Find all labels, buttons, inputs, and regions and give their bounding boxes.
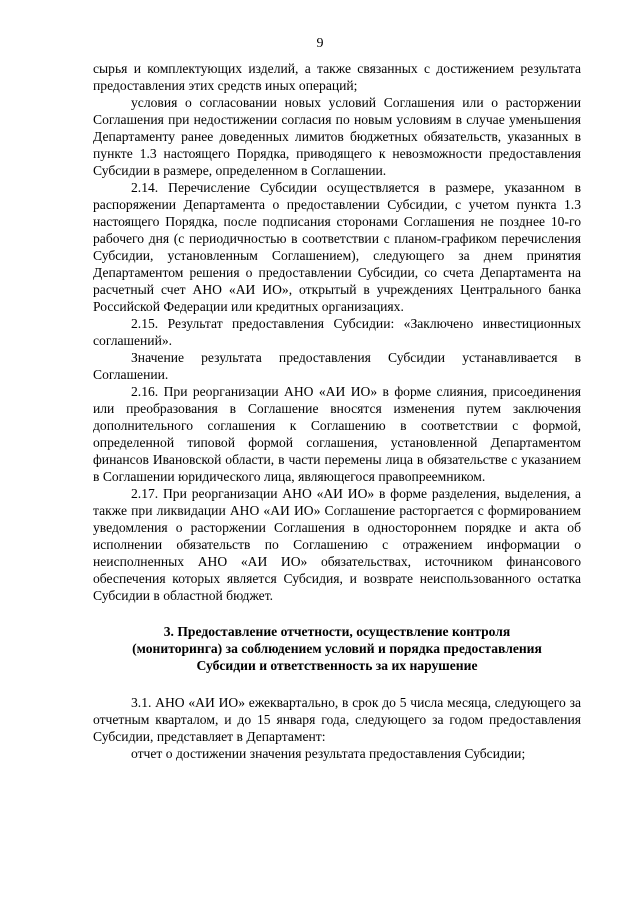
section-3-heading <box>93 623 581 674</box>
paragraph-continuation: сырья и комплектующих изделий, а также связанных с достижением результата предоставления этих средств иных операций; <box>93 61 581 93</box>
paragraph-conditions: условия о согласовании новых условий Соглашения или о расторжении Соглашения при недостижении согласия по новым условиям в случае уменьшения Департаменту ранее доведенных лимитов бюджетных обязательств, указанных в пункте 1.3 настоящего Порядка, приводящего к невозможности предоставления Субсидии в размере, определенном в Соглашении. <box>93 95 581 178</box>
section-3-heading-line-2: (мониторинга) за соблюдением условий и порядка предоставления <box>132 641 542 656</box>
clause-2-17: 2.17. При реорганизации АНО «АИ ИО» в форме разделения, выделения, а также при ликвидации АНО «АИ ИО» Соглашение расторгается с формированием уведомления о расторжении Соглашения в одностороннем порядке и акта об исполнении обязательств по Соглашению с отражением информации о неисполненных АНО «АИ ИО» обязательствах, источником финансового обеспечения которых является Субсидия, и возврате неиспользованного остатка Субсидии в областной бюджет. <box>93 486 581 603</box>
paragraph-report-item: отчет о достижении значения результата предоставления Субсидии; <box>131 746 526 761</box>
clause-3-1: 3.1. АНО «АИ ИО» ежеквартально, в срок до 5 числа месяца, следующего за отчетным кварталом, и до 15 января года, следующего за годом предоставления Субсидии, представляет в Департамент: <box>93 695 581 744</box>
paragraph-result-value: Значение результата предоставления Субсидии устанавливается в Соглашении. <box>93 350 581 382</box>
section-3-heading-line-1: 3. Предоставление отчетности, осуществление контроля <box>163 624 511 639</box>
document-body <box>93 60 581 762</box>
section-3-heading-line-3: Субсидии и ответственность за их нарушение <box>196 658 478 673</box>
clause-2-15: 2.15. Результат предоставления Субсидии: «Заключено инвестиционных соглашений». <box>93 316 581 348</box>
clause-2-14: 2.14. Перечисление Субсидии осуществляется в размере, указанном в распоряжении Департамента о предоставлении Субсидии, с учетом пункта 1.3 настоящего Порядка, после подписания сторонами Соглашения не позднее 10-го рабочего дня (с периодичностью в соответствии с планом-графиком перечисления Субсидии, установленным Соглашением), следующего за днем принятия Департаментом решения о предоставлении Субсидии, со счета Департамента на расчетный счет АНО «АИ ИО», открытый в учреждениях Центрального банка Российской Федерации или кредитных организациях. <box>93 180 581 314</box>
clause-2-16: 2.16. При реорганизации АНО «АИ ИО» в форме слияния, присоединения или преобразования в Соглашение вносятся изменения путем заключения дополнительного соглашения к Соглашению в соответствии с формой, определенной типовой формой соглашения, установленной Департаментом финансов Ивановской области, в части перемены лица в обязательстве с указанием в Соглашении юридического лица, являющегося правопреемником. <box>93 384 581 484</box>
page-number: 9 <box>316 36 324 51</box>
